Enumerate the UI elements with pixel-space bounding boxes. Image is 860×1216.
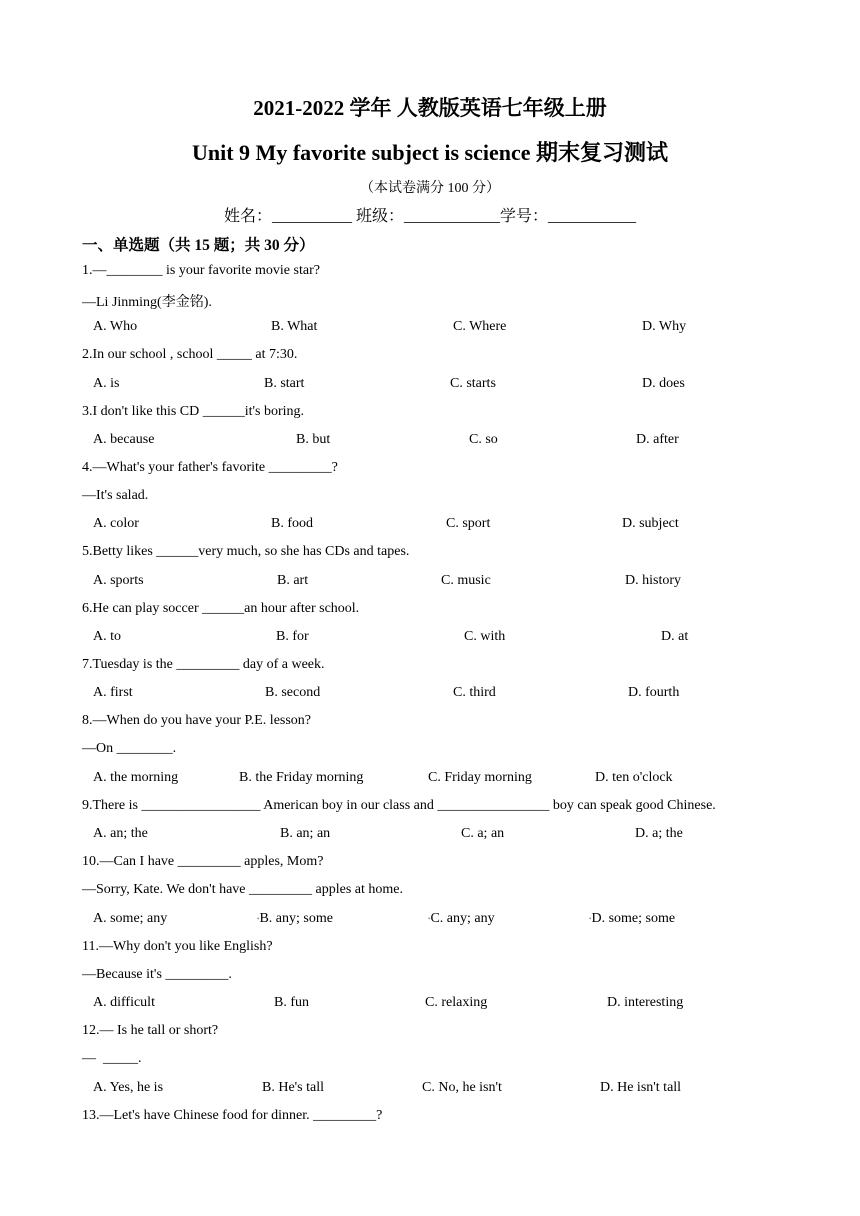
question-2-option-b: B. start <box>264 376 305 391</box>
question-7-option-c: C. third <box>453 685 496 700</box>
question-7-option-d: D. fourth <box>628 685 680 700</box>
question-3-option-b: B. but <box>296 432 331 447</box>
question-12-option-b: B. He's tall <box>262 1080 325 1095</box>
bullet-dot-icon: • <box>428 914 431 923</box>
question-6-stem: 6.He can play soccer ______an hour after school. <box>82 601 360 616</box>
question-7-option-a: A. first <box>93 685 133 700</box>
question-10-option-c-label: C. any; any <box>430 911 495 926</box>
question-8-option-c: C. Friday morning <box>428 770 532 785</box>
question-9-option-b: B. an; an <box>280 826 331 841</box>
question-9-stem: 9.There is _________________ American boy in our class and ________________ boy can speak good Chinese. <box>82 798 716 813</box>
question-4-option-b: B. food <box>271 516 313 531</box>
score-note: （本试卷满分 100 分） <box>360 181 500 196</box>
student-info-line: 姓名：__________ 班级：____________学号：___________ <box>223 208 636 225</box>
question-5-option-d: D. history <box>625 573 681 588</box>
question-9-option-c: C. a; an <box>461 826 505 841</box>
question-10-answer-line: —Sorry, Kate. We don't have _________ apples at home. <box>82 882 403 897</box>
question-8-stem: 8.—When do you have your P.E. lesson? <box>82 713 312 728</box>
question-8-option-d: D. ten o'clock <box>595 770 673 785</box>
question-4-option-a: A. color <box>93 516 139 531</box>
question-1-stem: 1.—________ is your favorite movie star? <box>82 263 320 278</box>
question-11-stem: 11.—Why don't you like English? <box>82 939 273 954</box>
question-9-option-d: D. a; the <box>635 826 683 841</box>
question-11-option-d: D. interesting <box>607 995 684 1010</box>
section-title: 一、单选题（共 15 题；共 30 分） <box>82 237 315 254</box>
question-11-option-c: C. relaxing <box>425 995 488 1010</box>
question-1-option-a: A. Who <box>93 319 138 334</box>
question-5-option-a: A. sports <box>93 573 144 588</box>
exam-title: 2021-2022 学年 人教版英语七年级上册 <box>253 96 607 120</box>
question-6-option-b: B. for <box>276 629 309 644</box>
question-8-answer-line: —On ________. <box>82 741 177 756</box>
question-2-option-a: A. is <box>93 376 120 391</box>
question-3-option-d: D. after <box>636 432 679 447</box>
question-7-stem: 7.Tuesday is the _________ day of a week. <box>82 657 325 672</box>
question-6-option-a: A. to <box>93 629 121 644</box>
question-12-answer-line: — _____. <box>82 1051 142 1066</box>
question-5-option-c: C. music <box>441 573 491 588</box>
bullet-dot-icon: • <box>257 914 260 923</box>
question-12-option-d: D. He isn't tall <box>600 1080 682 1095</box>
exam-subtitle: Unit 9 My favorite subject is science 期末复习测试 <box>192 140 668 165</box>
question-11-option-a: A. difficult <box>93 995 155 1010</box>
question-8-option-a: A. the morning <box>93 770 179 785</box>
question-10-option-b <box>257 911 333 927</box>
question-10-option-d-label: D. some; some <box>591 911 676 926</box>
question-4-answer-line: —It's salad. <box>82 488 149 503</box>
question-10-option-b-label: B. any; some <box>259 911 333 926</box>
question-3-option-c: C. so <box>469 432 498 447</box>
question-6-option-c: C. with <box>464 629 506 644</box>
question-8-option-b: B. the Friday morning <box>239 770 364 785</box>
question-13-stem: 13.—Let's have Chinese food for dinner. _________? <box>82 1108 383 1123</box>
question-10-stem: 10.—Can I have _________ apples, Mom? <box>82 854 324 869</box>
question-5-stem: 5.Betty likes ______very much, so she has CDs and tapes. <box>82 544 410 559</box>
question-10-option-d <box>589 911 675 927</box>
question-1-option-d: D. Why <box>642 319 687 334</box>
question-10-option-a: A. some; any <box>93 911 168 926</box>
question-4-stem: 4.—What's your father's favorite _________? <box>82 460 338 475</box>
question-3-option-a: A. because <box>93 432 155 447</box>
question-2-option-c: C. starts <box>450 376 496 391</box>
question-1-option-c: C. Where <box>453 319 507 334</box>
question-1-answer-line: —Li Jinming(李金铭). <box>82 295 212 310</box>
question-12-stem: 12.— Is he tall or short? <box>82 1023 219 1038</box>
question-12-option-c: C. No, he isn't <box>422 1080 502 1095</box>
question-5-option-b: B. art <box>277 573 309 588</box>
question-6-option-d: D. at <box>661 629 689 644</box>
question-11-option-b: B. fun <box>274 995 309 1010</box>
question-9-option-a: A. an; the <box>93 826 148 841</box>
question-2-option-d: D. does <box>642 376 685 391</box>
question-4-option-d: D. subject <box>622 516 679 531</box>
question-10-option-c <box>428 911 495 927</box>
question-4-option-c: C. sport <box>446 516 491 531</box>
question-11-answer-line: —Because it's _________. <box>82 967 232 982</box>
question-7-option-b: B. second <box>265 685 321 700</box>
bullet-dot-icon: • <box>589 914 592 923</box>
question-2-stem: 2.In our school , school _____ at 7:30. <box>82 347 298 362</box>
question-1-option-b: B. What <box>271 319 318 334</box>
question-3-stem: 3.I don't like this CD ______it's boring. <box>82 404 305 419</box>
question-12-option-a: A. Yes, he is <box>93 1080 164 1095</box>
